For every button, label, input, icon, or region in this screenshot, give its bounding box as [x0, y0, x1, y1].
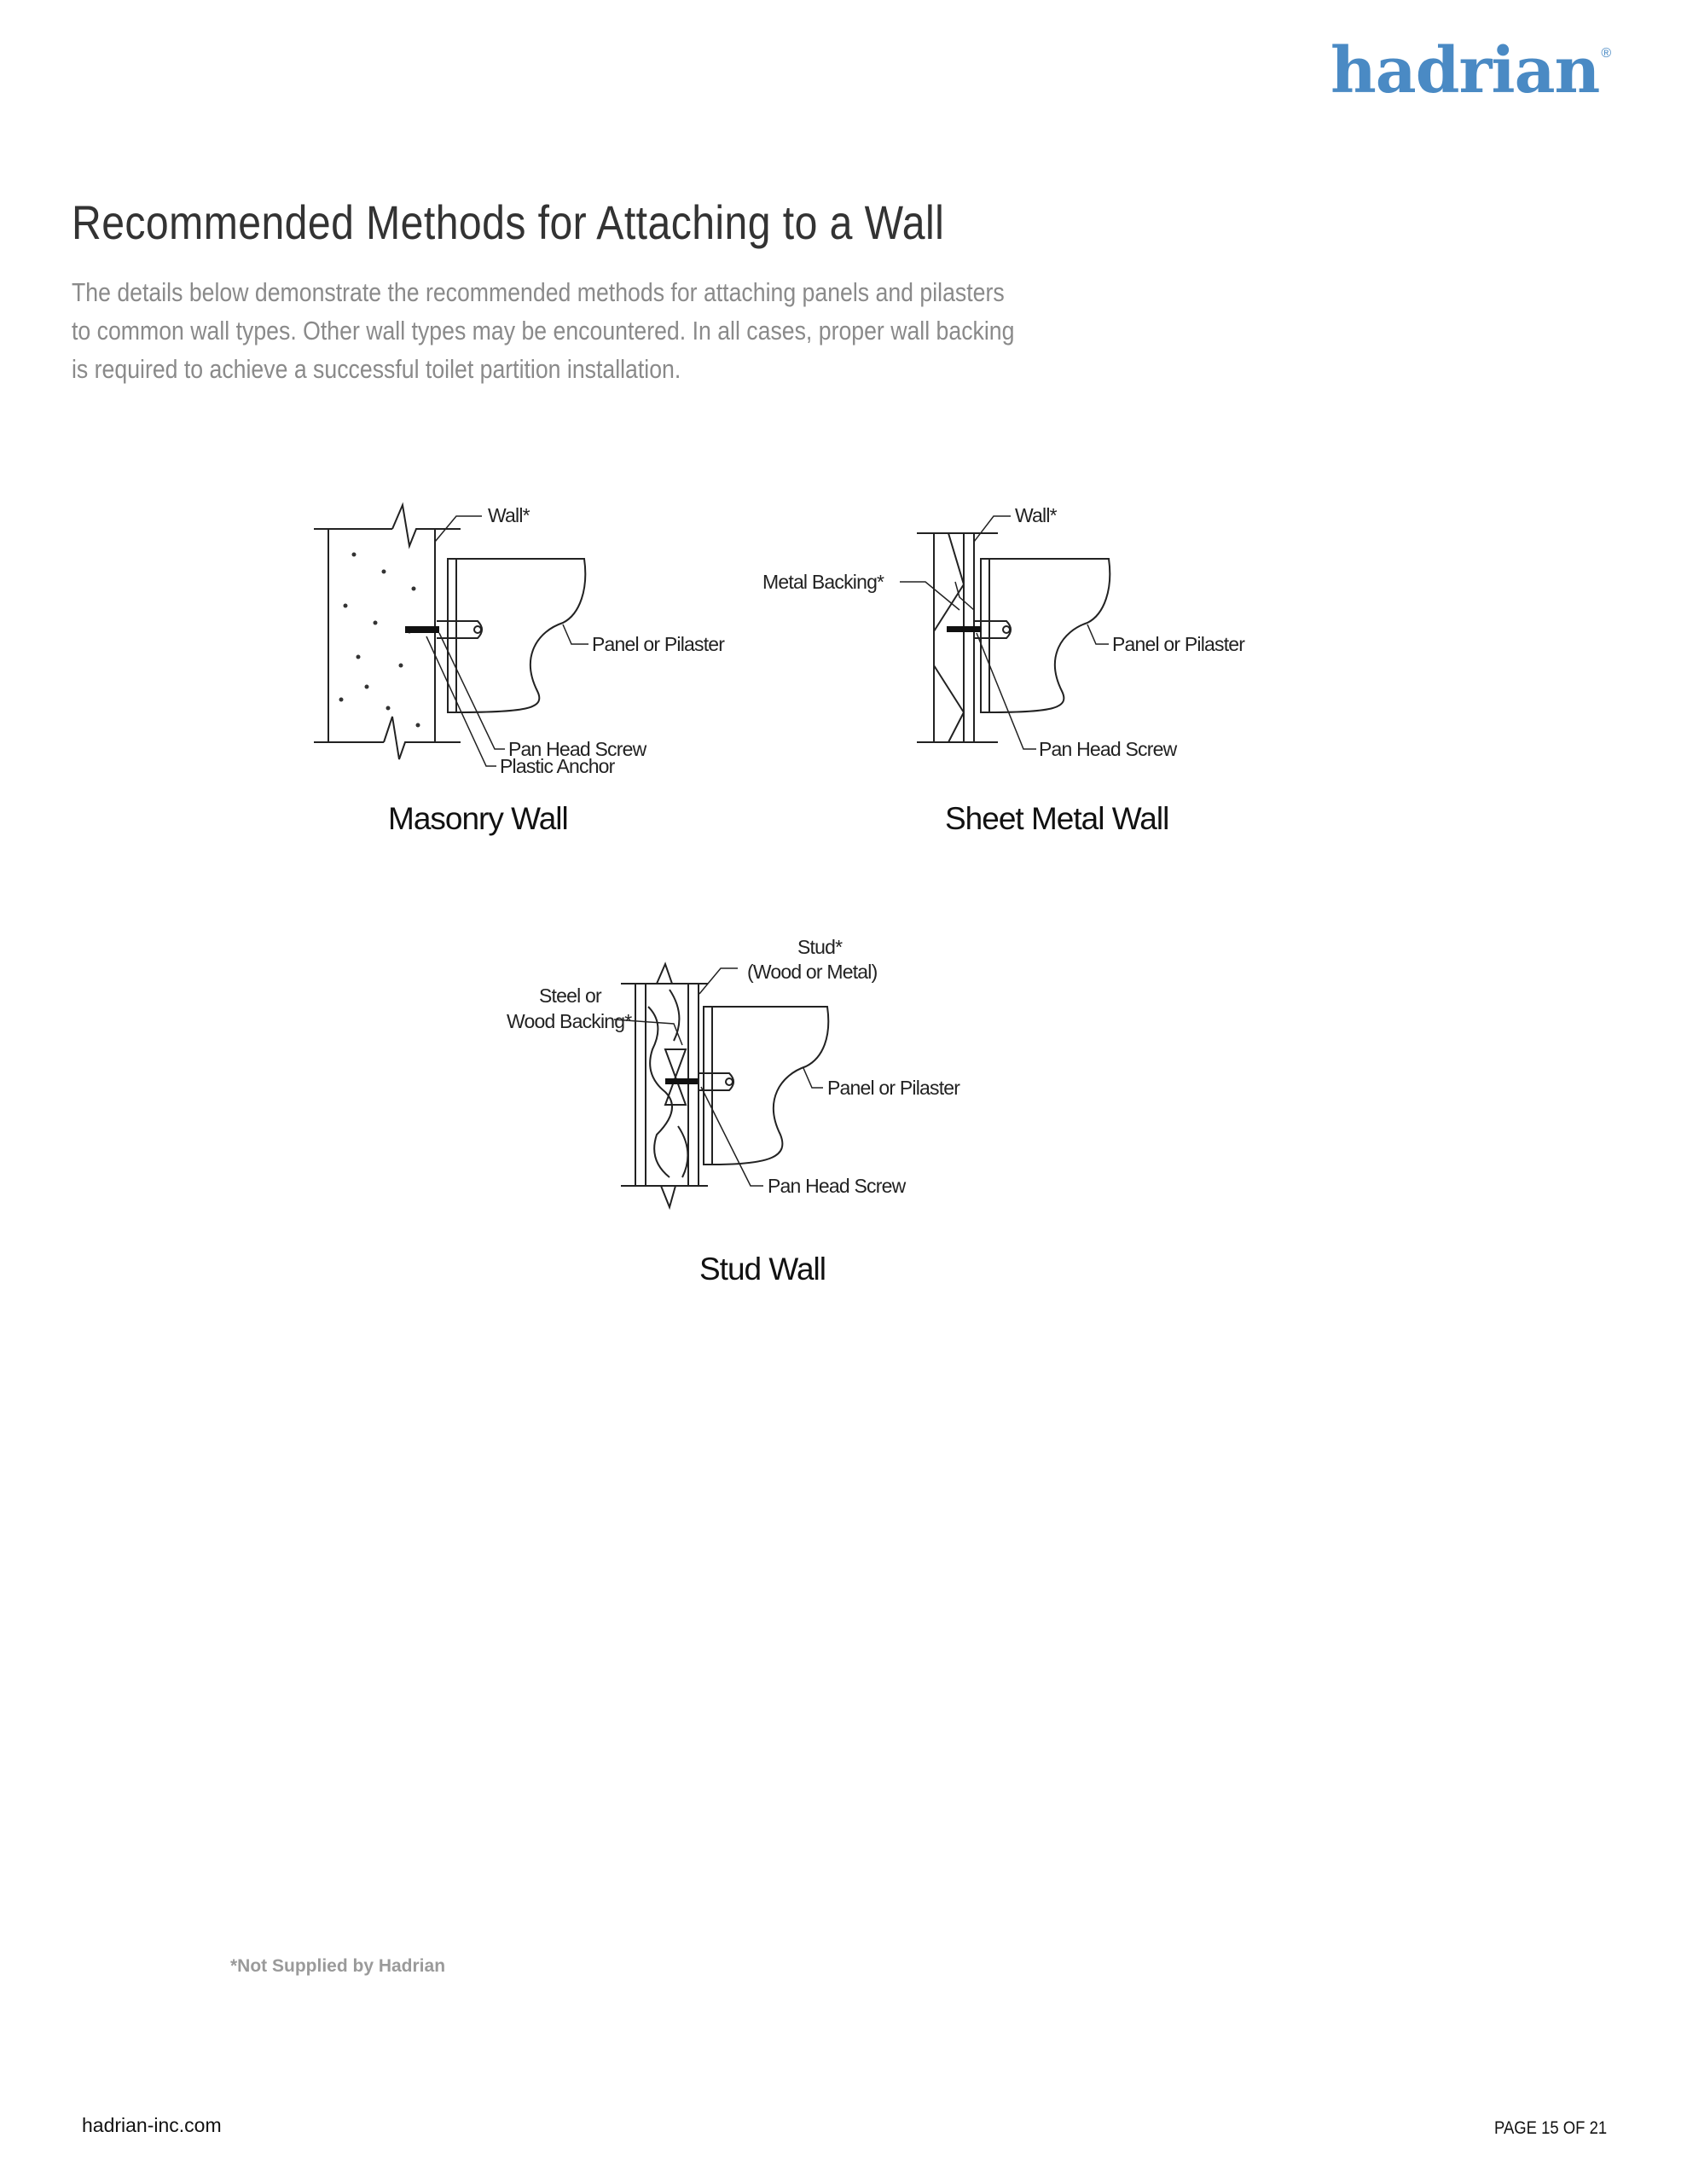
label-anchor: Plastic Anchor	[500, 755, 615, 777]
label-panel: Panel or Pilaster	[592, 633, 725, 655]
masonry-wall-drawing	[307, 495, 785, 836]
intro-line: is required to achieve a successful toilet partition installation.	[72, 354, 681, 384]
label-stud-line1: Stud*	[797, 936, 843, 958]
registered-mark: ®	[1601, 46, 1611, 61]
page-number: PAGE 15 OF 21	[1494, 2118, 1608, 2138]
intro-line: The details below demonstrate the recommended methods for attaching panels and pilasters	[72, 277, 1005, 307]
stud-wall-drawing	[495, 930, 1092, 1297]
stud-wall-diagram	[495, 930, 1092, 1297]
label-wall: Wall*	[488, 504, 530, 526]
label-stud-line2: (Wood or Metal)	[747, 961, 878, 983]
logo-text: hadrian	[1330, 34, 1600, 107]
label-panel: Panel or Pilaster	[827, 1077, 960, 1099]
label-wall: Wall*	[1015, 504, 1057, 526]
label-backing-line1: Steel or	[539, 985, 601, 1007]
intro-line: to common wall types. Other wall types may be encountered. In all cases, proper wall backing	[72, 316, 1015, 346]
label-screw: Pan Head Screw	[768, 1175, 906, 1197]
page-title: Recommended Methods for Attaching to a Wall	[72, 195, 945, 249]
pan-head-screw	[947, 626, 981, 632]
label-panel: Panel or Pilaster	[1112, 633, 1245, 655]
sheet-metal-wall-drawing	[751, 495, 1330, 836]
footnote: *Not Supplied by Hadrian	[230, 1956, 446, 1976]
hadrian-logo	[1330, 34, 1610, 107]
label-backing: Metal Backing*	[762, 571, 884, 593]
label-screw: Pan Head Screw	[1039, 738, 1177, 760]
diagram-title: Stud Wall	[699, 1252, 826, 1287]
footer-website-link[interactable]: hadrian-inc.com	[82, 2114, 222, 2136]
pan-head-screw	[405, 626, 439, 633]
label-screw: Pan Head Screw	[508, 738, 646, 760]
intro-paragraph	[72, 273, 1186, 388]
diagram-title: Sheet Metal Wall	[945, 801, 1169, 836]
diagram-title: Masonry Wall	[388, 801, 568, 836]
masonry-wall-diagram	[307, 495, 785, 836]
sheet-metal-wall-diagram	[751, 495, 1330, 836]
label-backing-line2: Wood Backing*	[507, 1010, 632, 1032]
pan-head-screw	[665, 1078, 698, 1084]
